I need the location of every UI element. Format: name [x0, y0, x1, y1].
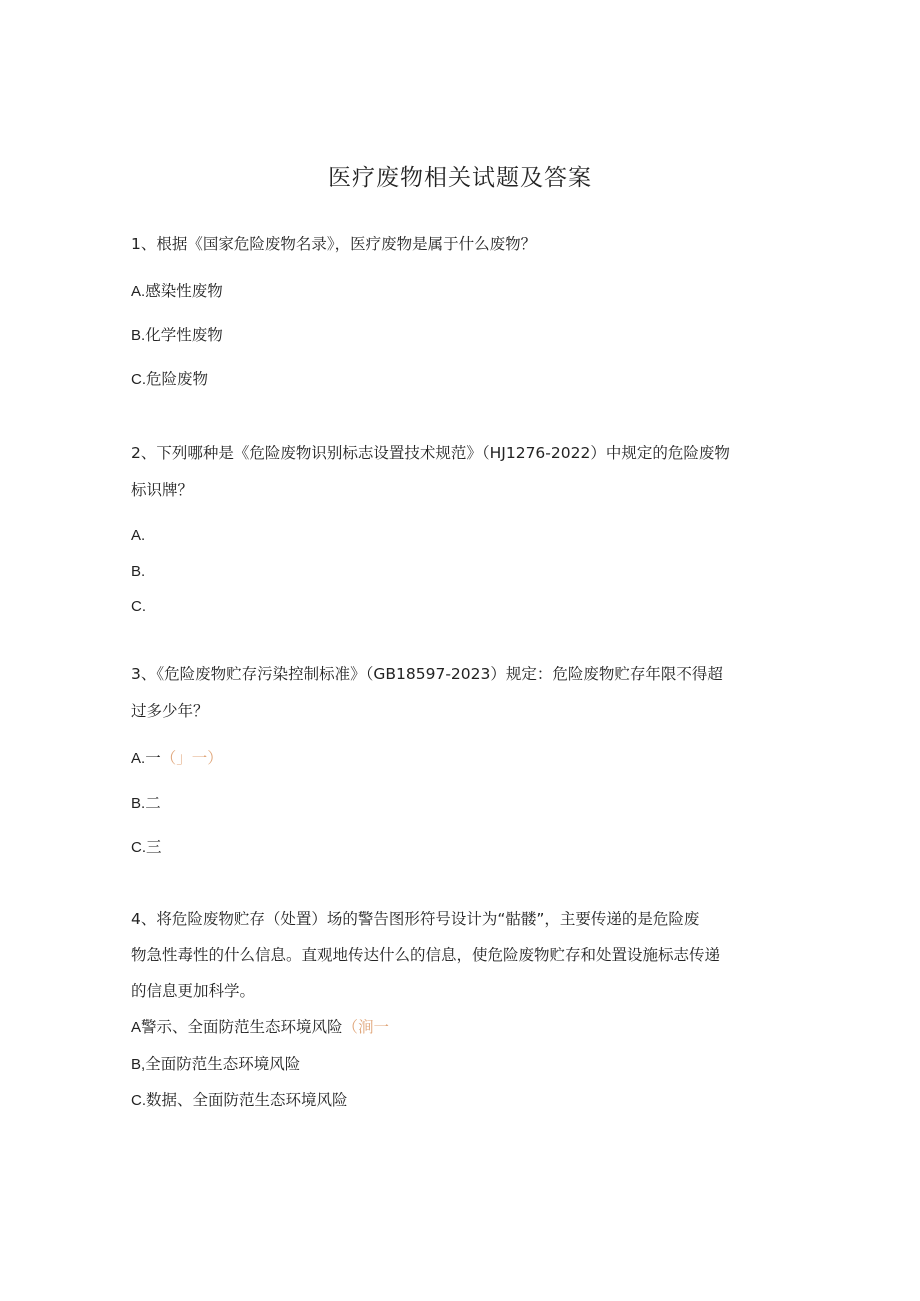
option-label: B.: [131, 795, 146, 812]
question-3-stem-line-1: 3、《危险废物贮存污染控制标准》（GB18597-2023）规定：危险废物贮存年限不得超: [131, 665, 723, 683]
question-4-stem-line-2: 物急性毒性的什么信息。直观地传达什么的信息，使危险废物贮存和处置设施标志传递: [131, 946, 721, 964]
option-text: 数据、全面防范生态环境风险: [146, 1091, 348, 1109]
question-4-option-a: [131, 1016, 781, 1039]
option-text: 警示、全面防范生态环境风险: [141, 1018, 343, 1036]
question-1-option-b: [131, 324, 781, 347]
answer-mark: （」一）: [160, 749, 223, 767]
question-2-option-c: [131, 595, 781, 618]
option-label: A.: [131, 527, 146, 544]
option-label: B.: [131, 563, 146, 580]
question-4-stem-line-1: 4、将危险废物贮存（处置）场的警告图形符号设计为“骷髅”，主要传递的是危险废: [131, 910, 700, 928]
option-text: 一: [145, 749, 161, 767]
option-text: 感染性废物: [145, 282, 223, 300]
page-title: 医疗废物相关试题及答案: [328, 165, 592, 191]
option-label: A.: [131, 283, 146, 300]
option-label: C.: [131, 598, 146, 615]
option-label: A: [131, 1019, 142, 1036]
option-text: 化学性废物: [145, 326, 223, 344]
option-text: 三: [146, 838, 162, 856]
question-2-stem-line-1: 2、下列哪种是《危险废物识别标志设置技术规范》（HJ1276-2022）中规定的危险废物: [131, 444, 730, 462]
option-label: C.: [131, 371, 146, 388]
question-1-option-c: [131, 368, 781, 391]
option-text: 二: [145, 794, 161, 812]
option-label: B.: [131, 327, 146, 344]
question-3-option-c: [131, 836, 781, 859]
option-label: C.: [131, 839, 146, 856]
question-2-stem-line-2: 标识牌？: [131, 481, 194, 499]
question-4-stem-line-3: 的信息更加科学。: [131, 982, 256, 1000]
option-text: 危险废物: [146, 370, 209, 388]
option-label: A.: [131, 750, 146, 767]
question-4-option-b: [131, 1053, 781, 1076]
option-text: 全面防范生态环境风险: [145, 1055, 301, 1073]
question-2-option-a: [131, 524, 781, 547]
question-2-option-b: [131, 560, 781, 583]
option-label: C.: [131, 1092, 146, 1109]
answer-mark: （涧一: [342, 1018, 390, 1036]
question-3-stem-line-2: 过多少年？: [131, 702, 209, 720]
question-4-option-c: [131, 1089, 781, 1112]
option-label: B,: [131, 1056, 146, 1073]
question-1-option-a: [131, 280, 781, 303]
question-1-stem: 1、根据《国家危险废物名录》，医疗废物是属于什么废物？: [131, 235, 537, 253]
question-3-option-b: [131, 792, 781, 815]
question-3-option-a: [131, 747, 781, 770]
